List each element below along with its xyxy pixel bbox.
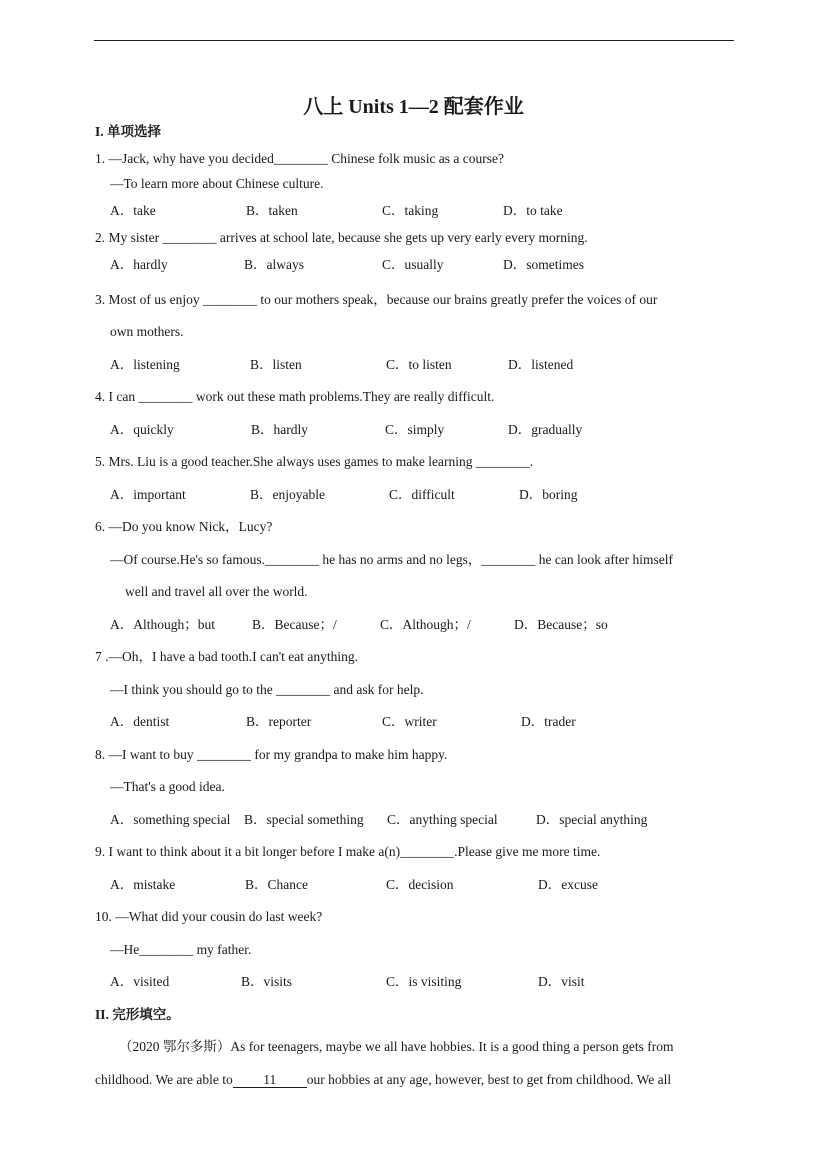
q6-option-a: A．Although；but <box>110 617 216 632</box>
q6-option-b: B．Because；/ <box>252 617 337 632</box>
q3-option-a: A．listening <box>110 357 180 372</box>
q1-option-a: A．take <box>110 203 156 218</box>
question-2-line-1: 2. My sister ________ arrives at school late, because she gets up very early every morning. <box>95 230 588 245</box>
question-1-line-2: —To learn more about Chinese culture. <box>110 176 324 191</box>
question-6-line-2: —Of course.He's so famous.________ he has no arms and no legs，________ he can look after himself <box>110 552 673 567</box>
question-6-line-3: well and travel all over the world. <box>125 584 308 599</box>
q2-option-a: A．hardly <box>110 257 168 272</box>
question-10-line-1: 10. —What did your cousin do last week? <box>95 909 323 924</box>
q7-option-a: A．dentist <box>110 714 170 729</box>
q6-option-c: C．Although；/ <box>380 617 471 632</box>
q1-option-c: C．taking <box>382 203 439 218</box>
q4-option-b: B．hardly <box>251 422 308 437</box>
cloze-blank-11: 11 <box>233 1073 307 1088</box>
q10-option-b: B．visits <box>241 974 293 989</box>
q8-option-d: D．special anything <box>536 812 648 827</box>
q7-option-b: B．reporter <box>246 714 312 729</box>
q9-option-b: B．Chance <box>245 877 308 892</box>
question-6-line-1: 6. —Do you know Nick，Lucy? <box>95 519 273 534</box>
q2-option-b: B．always <box>244 257 304 272</box>
question-7-line-1: 7 .—Oh，I have a bad tooth.I can't eat anything. <box>95 649 358 664</box>
question-10-line-2: —He________ my father. <box>110 942 252 957</box>
question-3-line-2: own mothers. <box>110 324 184 339</box>
q7-option-d: D．trader <box>521 714 576 729</box>
q3-option-c: C．to listen <box>386 357 452 372</box>
q7-option-c: C．writer <box>382 714 437 729</box>
cloze-line-2 <box>95 1072 671 1088</box>
q5-option-b: B．enjoyable <box>250 487 325 502</box>
question-8-line-1: 8. —I want to buy ________ for my grandpa to make him happy. <box>95 747 448 762</box>
question-7-line-2: —I think you should go to the ________ and ask for help. <box>110 682 424 697</box>
question-5-line-1: 5. Mrs. Liu is a good teacher.She always uses games to make learning ________. <box>95 454 534 469</box>
q5-option-d: D．boring <box>519 487 578 502</box>
q2-option-c: C．usually <box>382 257 444 272</box>
q9-option-d: D．excuse <box>538 877 598 892</box>
q4-option-d: D．gradually <box>508 422 583 437</box>
q2-option-d: D．sometimes <box>503 257 584 272</box>
cloze-line-1: （2020 鄂尔多斯）As for teenagers, maybe we all have hobbies. It is a good thing a person gets from <box>119 1039 674 1054</box>
q5-option-c: C．difficult <box>389 487 455 502</box>
question-4-line-1: 4. I can ________ work out these math problems.They are really difficult. <box>95 389 495 404</box>
section-heading-cloze: II. 完形填空。 <box>95 1007 180 1022</box>
q4-option-a: A．quickly <box>110 422 174 437</box>
q5-option-a: A．important <box>110 487 186 502</box>
q8-option-b: B．special something <box>244 812 364 827</box>
q3-option-b: B．listen <box>250 357 302 372</box>
q10-option-d: D．visit <box>538 974 585 989</box>
q1-option-b: B．taken <box>246 203 298 218</box>
q1-option-d: D．to take <box>503 203 563 218</box>
question-1-line-1: 1. —Jack, why have you decided________ Chinese folk music as a course? <box>95 151 505 166</box>
q10-option-c: C．is visiting <box>386 974 462 989</box>
question-3-line-1: 3. Most of us enjoy ________ to our mothers speak，because our brains greatly prefer the voices of our <box>95 292 658 307</box>
question-9-line-1: 9. I want to think about it a bit longer before I make a(n)________.Please give me more time. <box>95 844 601 859</box>
q8-option-a: A．something special <box>110 812 231 827</box>
cloze-line-2-start: childhood. We are able to <box>95 1072 233 1087</box>
question-8-line-2: —That's a good idea. <box>110 779 225 794</box>
q6-option-d: D．Because；so <box>514 617 608 632</box>
page-title: 八上 Units 1—2 配套作业 <box>303 96 524 118</box>
q9-option-a: A．mistake <box>110 877 176 892</box>
q8-option-c: C．anything special <box>387 812 498 827</box>
section-heading-choice: I. 单项选择 <box>95 124 162 139</box>
q3-option-d: D．listened <box>508 357 574 372</box>
header-rule <box>94 40 734 41</box>
cloze-line-2-end: our hobbies at any age, however, best to get from childhood. We all <box>306 1072 672 1087</box>
q9-option-c: C．decision <box>386 877 454 892</box>
q10-option-a: A．visited <box>110 974 170 989</box>
q4-option-c: C．simply <box>385 422 445 437</box>
